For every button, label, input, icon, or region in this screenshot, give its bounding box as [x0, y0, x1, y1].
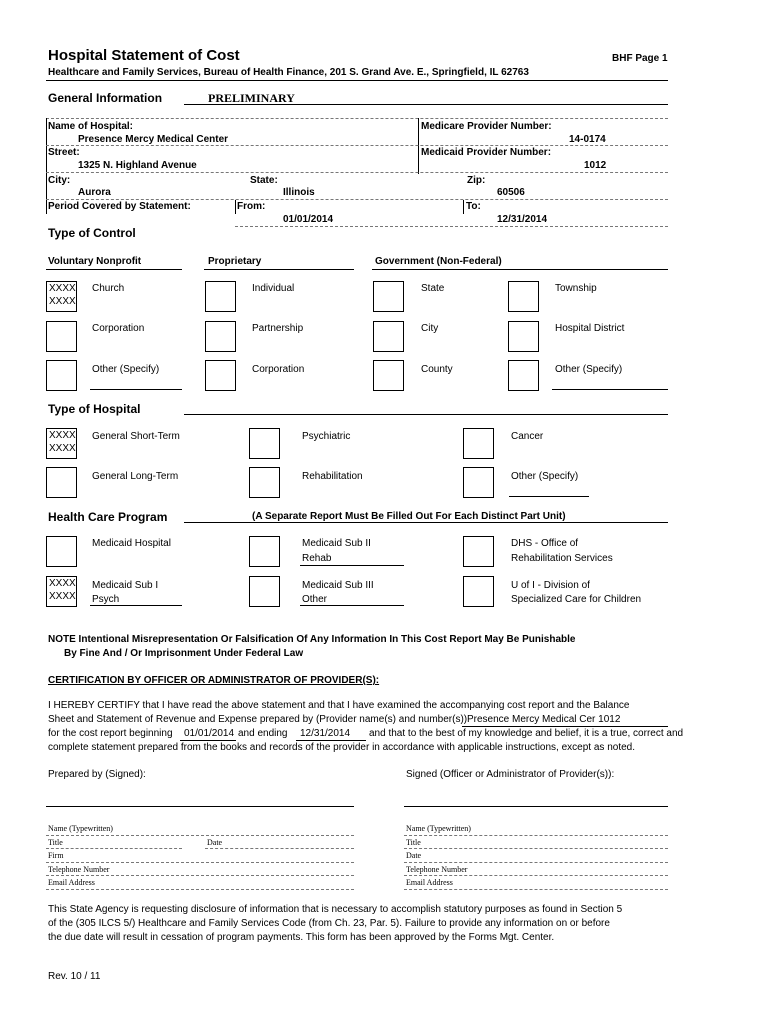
medicaid-sub1-checkbox[interactable]	[46, 576, 77, 607]
cert-line-3a: for the cost report beginning	[48, 728, 173, 739]
control-heading: Type of Control	[48, 226, 136, 240]
church-mark-2: XXXX	[49, 296, 76, 307]
general-info-heading: General Information	[48, 91, 163, 105]
medicaid-sub3-sub: Other	[302, 594, 328, 605]
right-title-line[interactable]	[404, 848, 668, 849]
medicaid-sub2-sub: Rehab	[302, 553, 332, 564]
disclosure-line-2: of the (305 ILCS 5/) Healthcare and Family Services Code (from Ch. 23, Par. 5). Failure to provide any information on or before	[48, 918, 610, 929]
other-hospital-checkbox[interactable]	[463, 467, 494, 498]
cancer-label: Cancer	[511, 431, 544, 442]
partnership-label: Partnership	[252, 323, 304, 334]
certification-heading: CERTIFICATION BY OFFICER OR ADMINISTRATOR OF PROVIDER(S):	[48, 675, 380, 686]
city-value: Aurora	[78, 187, 111, 198]
individual-checkbox[interactable]	[205, 281, 236, 312]
hospital-district-checkbox[interactable]	[508, 321, 539, 352]
city-label: City:	[48, 175, 71, 186]
from-label: From:	[237, 201, 266, 212]
uofi-label: U of I - Division of	[511, 580, 590, 591]
dhs-label-2: Rehabilitation Services	[511, 553, 613, 564]
medicaid-hospital-checkbox[interactable]	[46, 536, 77, 567]
township-checkbox[interactable]	[508, 281, 539, 312]
dhs-label: DHS - Office of	[511, 538, 579, 549]
from-value: 01/01/2014	[283, 214, 334, 225]
other-hospital-label: Other (Specify)	[511, 471, 579, 482]
medicare-value: 14-0174	[569, 134, 606, 145]
col-voluntary: Voluntary Nonprofit	[48, 256, 142, 267]
state-value: Illinois	[283, 187, 315, 198]
cert-begin: 01/01/2014	[184, 728, 235, 739]
left-title-label: Title	[48, 838, 63, 847]
right-phone-label: Telephone Number	[406, 865, 468, 874]
street-label: Street:	[48, 147, 80, 158]
psychiatric-checkbox[interactable]	[249, 428, 280, 459]
medicaid-value: 1012	[584, 160, 607, 171]
corporation-label: Corporation	[92, 323, 145, 334]
right-email-label: Email Address	[406, 878, 453, 887]
other-nonprofit-checkbox[interactable]	[46, 360, 77, 391]
street-value: 1325 N. Highland Avenue	[78, 160, 197, 171]
state-checkbox[interactable]	[373, 281, 404, 312]
program-note: (A Separate Report Must Be Filled Out For Each Distinct Part Unit)	[252, 511, 566, 522]
left-email-line[interactable]	[46, 889, 354, 890]
other-government-checkbox[interactable]	[508, 360, 539, 391]
right-date-label: Date	[406, 851, 422, 860]
page-number: BHF Page 1	[612, 53, 668, 64]
general-short-mark-2: XXXX	[49, 443, 76, 454]
general-long-term-label: General Long-Term	[92, 471, 179, 482]
other-nonprofit-label: Other (Specify)	[92, 364, 160, 375]
left-email-label: Email Address	[48, 878, 95, 887]
psychiatric-label: Psychiatric	[302, 431, 351, 442]
church-mark-1: XXXX	[49, 283, 76, 294]
medicaid-sub2-label: Medicaid Sub II	[302, 538, 371, 549]
sub1-mark-2: XXXX	[49, 591, 76, 602]
rehabilitation-checkbox[interactable]	[249, 467, 280, 498]
cert-end: 12/31/2014	[300, 728, 351, 739]
period-label: Period Covered by Statement:	[48, 201, 191, 212]
general-long-term-checkbox[interactable]	[46, 467, 77, 498]
left-firm-line[interactable]	[46, 862, 354, 863]
individual-label: Individual	[252, 283, 295, 294]
left-date-line[interactable]	[205, 848, 354, 849]
prepared-by-label: Prepared by (Signed):	[48, 769, 146, 780]
col-proprietary: Proprietary	[208, 256, 262, 267]
church-label: Church	[92, 283, 125, 294]
cert-line-4: complete statement prepared from the books and records of the provider in accordance with applicable instructions, except as noted.	[48, 742, 635, 753]
township-label: Township	[555, 283, 597, 294]
agency-address: Healthcare and Family Services, Bureau of Health Finance, 201 S. Grand Ave. E., Springfield, IL 62763	[48, 67, 529, 78]
medicaid-sub2-checkbox[interactable]	[249, 536, 280, 567]
status-preliminary: PRELIMINARY	[208, 91, 295, 105]
zip-label: Zip:	[467, 175, 486, 186]
county-checkbox[interactable]	[373, 360, 404, 391]
right-email-line[interactable]	[404, 889, 668, 890]
uofi-checkbox[interactable]	[463, 576, 494, 607]
right-name-line[interactable]	[404, 835, 668, 836]
note-line-2: By Fine And / Or Imprisonment Under Federal Law	[64, 648, 304, 659]
hospital-name-label: Name of Hospital:	[48, 121, 134, 132]
rehabilitation-label: Rehabilitation	[302, 471, 363, 482]
disclosure-line-3: the due date will result in cessation of program payments. This form has been approved by the Forms Mgt. Center.	[48, 932, 555, 943]
church-checkbox[interactable]	[46, 281, 77, 312]
note-line-1: NOTE Intentional Misrepresentation Or Falsification Of Any Information In This Cost Report May Be Punishable	[48, 634, 576, 645]
other-hospital-specify-line[interactable]	[509, 496, 589, 497]
col-government: Government (Non-Federal)	[375, 256, 502, 267]
county-label: County	[421, 364, 453, 375]
cert-line-1: I HEREBY CERTIFY that I have read the above statement and that I have examined the accompanying cost report and the Balance	[48, 700, 630, 711]
state-label: State:	[250, 175, 278, 186]
right-title-label: Title	[406, 838, 421, 847]
program-heading: Health Care Program	[48, 510, 168, 524]
cert-line-3b: and ending	[238, 728, 288, 739]
city-checkbox[interactable]	[373, 321, 404, 352]
left-name-label: Name (Typewritten)	[48, 824, 113, 833]
to-value: 12/31/2014	[497, 214, 548, 225]
other-nonprofit-specify-line[interactable]	[90, 389, 182, 390]
prepared-signature-line[interactable]	[46, 806, 354, 807]
disclosure-line-1: This State Agency is requesting disclosure of information that is necessary to accomplish statutory purposes as found in Section 5	[48, 904, 623, 915]
general-short-term-checkbox[interactable]	[46, 428, 77, 459]
medicaid-label: Medicaid Provider Number:	[421, 147, 552, 158]
general-short-term-label: General Short-Term	[92, 431, 180, 442]
sub1-mark-1: XXXX	[49, 578, 76, 589]
left-name-line[interactable]	[46, 835, 354, 836]
cert-provider: Presence Mercy Medical Cer 1012	[467, 714, 621, 725]
left-phone-line[interactable]	[46, 875, 354, 876]
medicaid-sub1-label: Medicaid Sub I	[92, 580, 159, 591]
left-firm-label: Firm	[48, 851, 64, 860]
medicaid-hospital-label: Medicaid Hospital	[92, 538, 171, 549]
state-label-control: State	[421, 283, 445, 294]
left-phone-label: Telephone Number	[48, 865, 110, 874]
revision-label: Rev. 10 / 11	[48, 971, 101, 982]
hospital-name-value: Presence Mercy Medical Center	[78, 134, 229, 145]
cancer-checkbox[interactable]	[463, 428, 494, 459]
left-title-line[interactable]	[46, 848, 182, 849]
cert-line-3c: and that to the best of my knowledge and belief, it is a true, correct and	[369, 728, 684, 739]
uofi-label-2: Specialized Care for Children	[511, 594, 642, 605]
hospital-district-label: Hospital District	[555, 323, 625, 334]
city-label-control: City	[421, 323, 439, 334]
form-title: Hospital Statement of Cost	[48, 47, 240, 64]
corporation-proprietary-checkbox[interactable]	[205, 360, 236, 391]
other-government-label: Other (Specify)	[555, 364, 623, 375]
right-date-line[interactable]	[404, 862, 668, 863]
zip-value: 60506	[497, 187, 525, 198]
medicaid-sub1-sub: Psych	[92, 594, 120, 605]
signed-signature-line[interactable]	[404, 806, 668, 807]
corporation-checkbox[interactable]	[46, 321, 77, 352]
medicare-label: Medicare Provider Number:	[421, 121, 552, 132]
medicaid-sub3-checkbox[interactable]	[249, 576, 280, 607]
medicaid-sub3-label: Medicaid Sub III	[302, 580, 374, 591]
cert-line-2: Sheet and Statement of Revenue and Expense prepared by (Provider name(s) and number(s))	[48, 714, 468, 725]
partnership-checkbox[interactable]	[205, 321, 236, 352]
left-date-label: Date	[207, 838, 223, 847]
right-phone-line[interactable]	[404, 875, 668, 876]
signed-by-label: Signed (Officer or Administrator of Provider(s)):	[406, 769, 615, 780]
general-short-mark-1: XXXX	[49, 430, 76, 441]
cert-provider-line[interactable]	[462, 726, 668, 727]
to-label: To:	[466, 201, 481, 212]
dhs-checkbox[interactable]	[463, 536, 494, 567]
hospital-type-heading: Type of Hospital	[48, 402, 141, 416]
right-name-label: Name (Typewritten)	[406, 824, 471, 833]
corporation-proprietary-label: Corporation	[252, 364, 305, 375]
other-government-specify-line[interactable]	[552, 389, 668, 390]
